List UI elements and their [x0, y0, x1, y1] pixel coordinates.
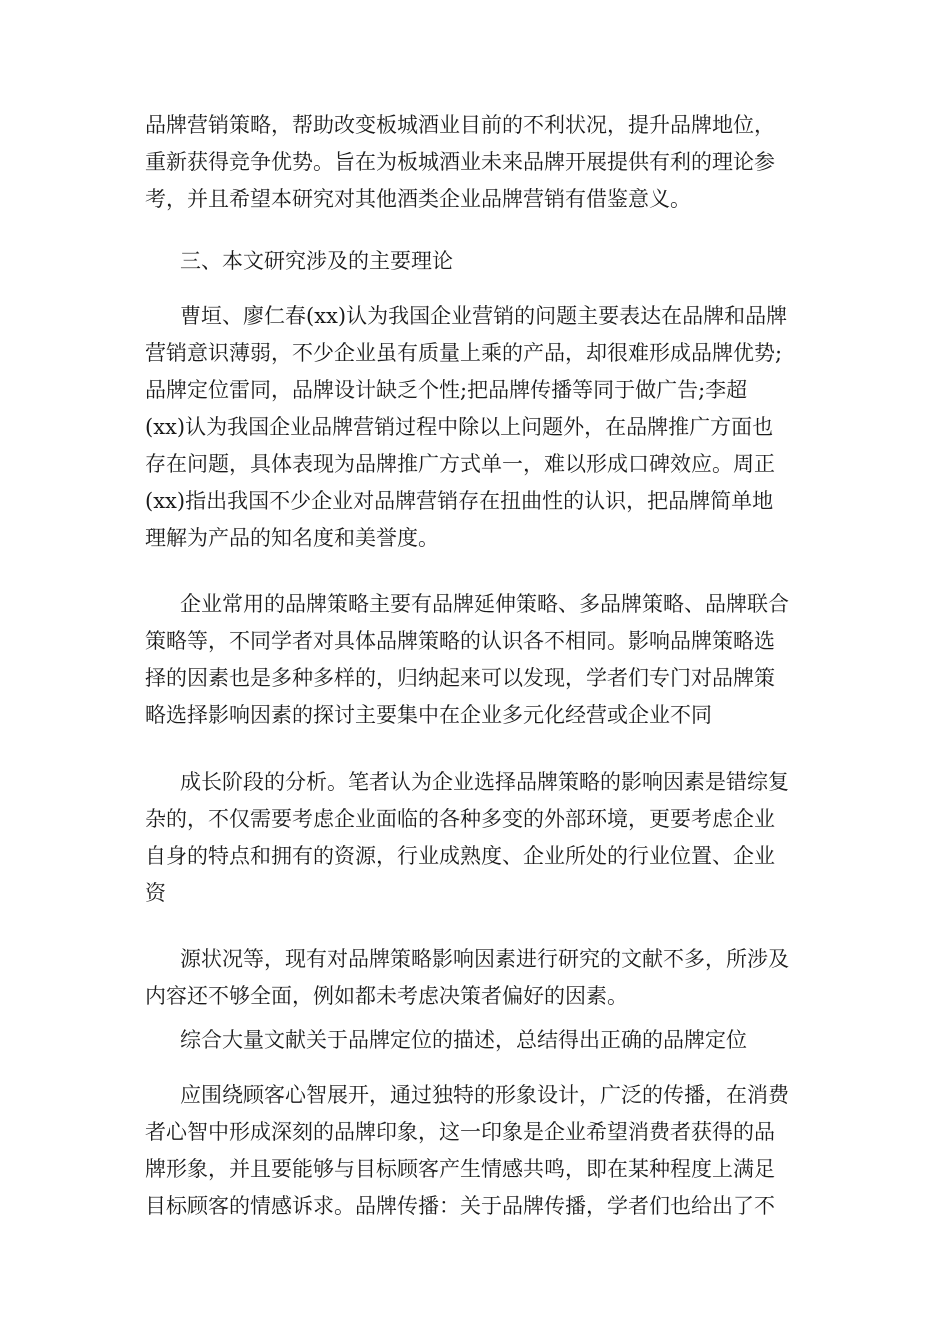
- text-line: 略选择影响因素的探讨主要集中在企业多元化经营或企业不同: [145, 703, 712, 727]
- text-line: 源状况等，现有对品牌策略影响因素进行研究的文献不多，所涉及: [180, 947, 789, 971]
- text-line: 理解为产品的知名度和美誉度。: [145, 526, 439, 550]
- text-line: 存在问题，具体表现为品牌推广方式单一，难以形成口碑效应。周正: [145, 452, 775, 476]
- text-line: 者心智中形成深刻的品牌印象，这一印象是企业希望消费者获得的品: [145, 1120, 775, 1144]
- text-line: 内容还不够全面，例如都未考虑决策者偏好的因素。: [145, 984, 628, 1008]
- heading-text: 三、本文研究涉及的主要理论: [180, 249, 453, 273]
- text-line: (xx)认为我国企业品牌营销过程中除以上问题外，在品牌推广方面也: [145, 415, 774, 439]
- text-line: 资: [145, 881, 166, 905]
- paragraph-resources: [0, 941, 950, 1015]
- text-line: 择的因素也是多种多样的，归纳起来可以发现，学者们专门对品牌策: [145, 666, 775, 690]
- paragraph-consumer-mind: [0, 1077, 950, 1225]
- text-line: 自身的特点和拥有的资源，行业成熟度、企业所处的行业位置、企业: [145, 844, 775, 868]
- text-line: 品牌营销策略，帮助改变板城酒业目前的不利状况，提升品牌地位，: [145, 113, 775, 137]
- text-line: 综合大量文献关于品牌定位的描述，总结得出正确的品牌定位: [180, 1028, 747, 1052]
- text-line: (xx)指出我国不少企业对品牌营销存在扭曲性的认识，把品牌简单地: [145, 489, 774, 513]
- paragraph-brand-strategies: [0, 586, 950, 734]
- section-heading-main-theories: [0, 243, 950, 280]
- text-line: 杂的，不仅需要考虑企业面临的各种多变的外部环境，更要考虑企业: [145, 807, 775, 831]
- text-line: 目标顾客的情感诉求。品牌传播：关于品牌传播，学者们也给出了不: [145, 1194, 775, 1218]
- text-line: 品牌定位雷同，品牌设计缺乏个性;把品牌传播等同于做广告;李超: [145, 378, 748, 402]
- text-line: 营销意识薄弱，不少企业虽有质量上乘的产品，却很难形成品牌优势;: [145, 341, 783, 365]
- text-line: 应围绕顾客心智展开，通过独特的形象设计，广泛的传播，在消费: [180, 1083, 789, 1107]
- paragraph-research-purpose: [0, 107, 950, 218]
- text-line: 企业常用的品牌策略主要有品牌延伸策略、多品牌策略、品牌联合: [180, 592, 789, 616]
- text-line: 重新获得竞争优势。旨在为板城酒业未来品牌开展提供有利的理论参: [145, 150, 775, 174]
- text-line: 策略等，不同学者对具体品牌策略的认识各不相同。影响品牌策略选: [145, 629, 775, 653]
- text-line: 牌形象，并且要能够与目标顾客产生情感共鸣，即在某种程度上满足: [145, 1157, 775, 1181]
- paragraph-brand-positioning-summary: [0, 1022, 950, 1059]
- text-line: 考，并且希望本研究对其他酒类企业品牌营销有借鉴意义。: [145, 187, 691, 211]
- paragraph-literature-review: [0, 298, 950, 557]
- text-line: 曹垣、廖仁春(xx)认为我国企业营销的问题主要表达在品牌和品牌: [180, 304, 788, 328]
- text-line: 成长阶段的分析。笔者认为企业选择品牌策略的影响因素是错综复: [180, 770, 789, 794]
- paragraph-growth-stage: [0, 764, 950, 912]
